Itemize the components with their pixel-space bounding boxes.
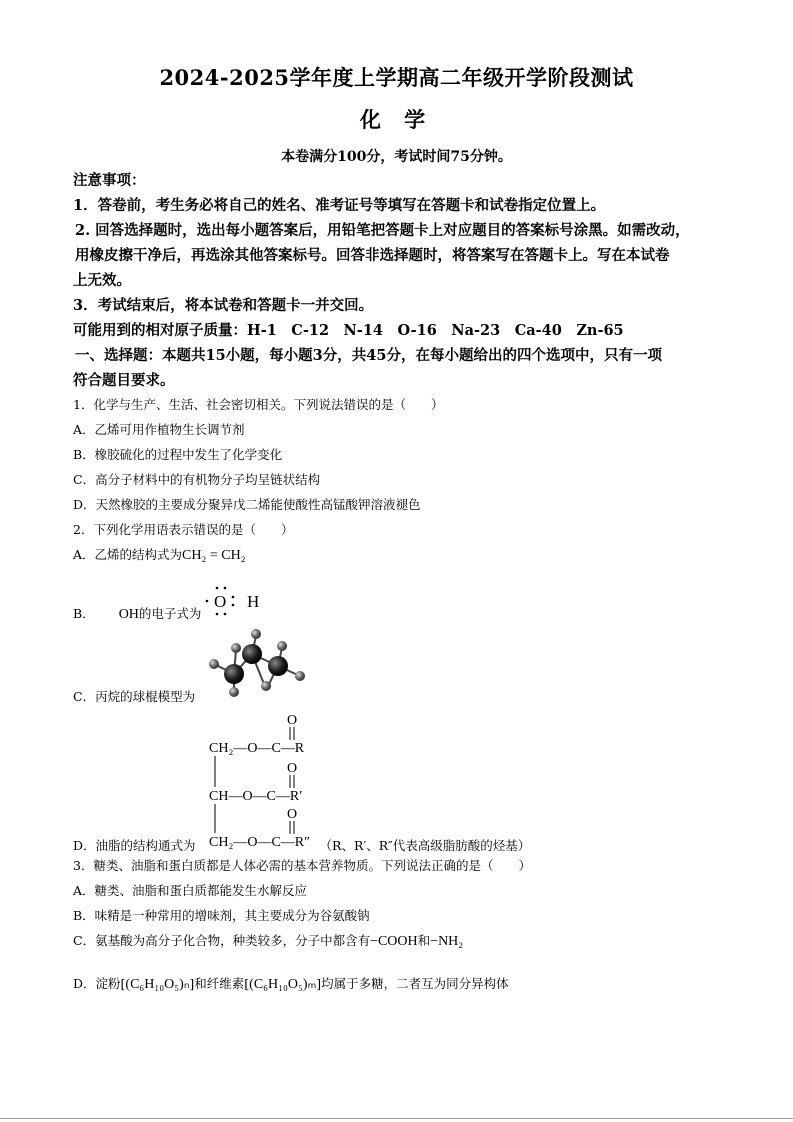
section-1-heading-line-2: 符合题目要求。 [73, 372, 175, 389]
exam-title: 2024-2025学年度上学期高二年级开学阶段测试 [159, 65, 634, 90]
q2-option-a-label: A．乙烯的结构式为 [73, 547, 183, 562]
q1-stem: 1．化学与生产、生活、社会密切相关。下列说法错误的是（ ） [73, 397, 444, 412]
q2-stem: 2．下列化学用语表示错误的是（ ） [73, 522, 294, 537]
q1-option-c: C．高分子材料中的有机物分子均呈链状结构 [73, 472, 321, 487]
amino-group: −NH₂ [430, 934, 464, 949]
q2-option-d-label: D．油脂的结构通式为 [73, 838, 196, 853]
q2-option-b-label: B． [73, 606, 95, 621]
q3-option-a: A．糖类、油脂和蛋白质都能发生水解反应 [73, 883, 308, 898]
notice-item-1: 1．答卷前，考生务必将自己的姓名、准考证号等填写在答题卡和试卷指定位置上。 [73, 197, 606, 214]
q3-option-c-and: 和 [417, 933, 431, 948]
exam-info: 本卷满分100分，考试时间75分钟。 [281, 149, 512, 165]
q3-option-b: B．味精是一种常用的增味剂，其主要成分为谷氨酸钠 [73, 908, 370, 923]
carbonyl-o-2: O [287, 761, 298, 776]
notice-item-3: 3．考试结束后，将本试卷和答题卡一并交回。 [73, 297, 374, 314]
carbonyl-o-3: O [287, 807, 298, 822]
hydroxyl-formula: OH [118, 607, 139, 622]
q1-option-d: D．天然橡胶的主要成分聚异戊二烯能使酸性高锰酸钾溶液褪色 [73, 497, 421, 512]
q3-option-d [73, 974, 509, 995]
q3-option-d-text: ]均属于多糖，二者互为同分异构体 [316, 976, 509, 991]
q3-option-c-label: C．氨基酸为高分子化合物，种类较多，分子中都含有 [73, 933, 371, 948]
section-1-heading-line-1: 一、选择题：本题共15小题，每小题3分，共45分，在每小题给出的四个选项中，只有一项 [75, 347, 662, 364]
q1-option-a: A．乙烯可用作植物生长调节剂 [73, 422, 245, 437]
notice-item-2-line-1: 2. 回答选择题时，选出每小题答案后，用铅笔把答题卡上对应题目的答案标号涂黑。如需改动， [75, 222, 690, 239]
carboxyl-group: −COOH [370, 934, 418, 949]
q1-option-b: B．橡胶硫化的过程中发生了化学变化 [73, 447, 283, 462]
triglyceride-structure [207, 712, 342, 852]
notice-item-2-line-2: 用橡皮擦干净后，再选涂其他答案标号。回答非选择题时，将答案写在答题卡上。写在本试卷 [75, 247, 670, 264]
subject-title: 化 学 [359, 107, 434, 132]
page-bottom-rule [0, 1118, 793, 1119]
q2-option-d-note: （R、R′、R″代表高级脂肪酸的烃基） [319, 838, 531, 853]
q3-option-c [73, 931, 463, 952]
hydroxide-electron-dot [202, 584, 268, 618]
notice-heading: 注意事项： [73, 172, 146, 189]
starch-formula: (C₆H₁₀O₅)ₙ [125, 977, 190, 992]
glyceride-row-1: CH₂—O—C—R [209, 741, 305, 756]
q2-option-d [73, 836, 530, 856]
propane-ball-stick-model [204, 626, 308, 698]
q2-option-b-text: 的电子式为 [138, 606, 202, 621]
q2-option-c: C．丙烷的球棍模型为 [73, 689, 196, 704]
electron-dot-o: O [214, 592, 227, 611]
q2-option-a [73, 545, 246, 566]
q2-option-b [73, 604, 201, 625]
notice-item-2-line-3: 上无效。 [73, 272, 131, 289]
cellulose-formula: (C₆H₁₀O₅)ₘ [249, 977, 317, 992]
glyceride-row-2: CH—O—C—R′ [209, 789, 303, 804]
atomic-masses: 可能用到的相对原子质量：H-1 C-12 N-14 O-16 Na-23 Ca-40 Zn-65 [73, 322, 624, 339]
q3-stem: 3．糖类、油脂和蛋白质都是人体必需的基本营养物质。下列说法正确的是（ ） [73, 858, 531, 873]
electron-dot-h: H [247, 592, 260, 611]
q3-option-d-label: D．淀粉[ [73, 976, 126, 991]
q3-option-d-mid: ]和纤维素[ [189, 976, 250, 991]
glyceride-row-3: CH₂—O—C—R″ [209, 835, 310, 850]
ethylene-formula: CH₂ = CH₂ [182, 548, 246, 563]
carbonyl-o-1: O [287, 713, 298, 728]
